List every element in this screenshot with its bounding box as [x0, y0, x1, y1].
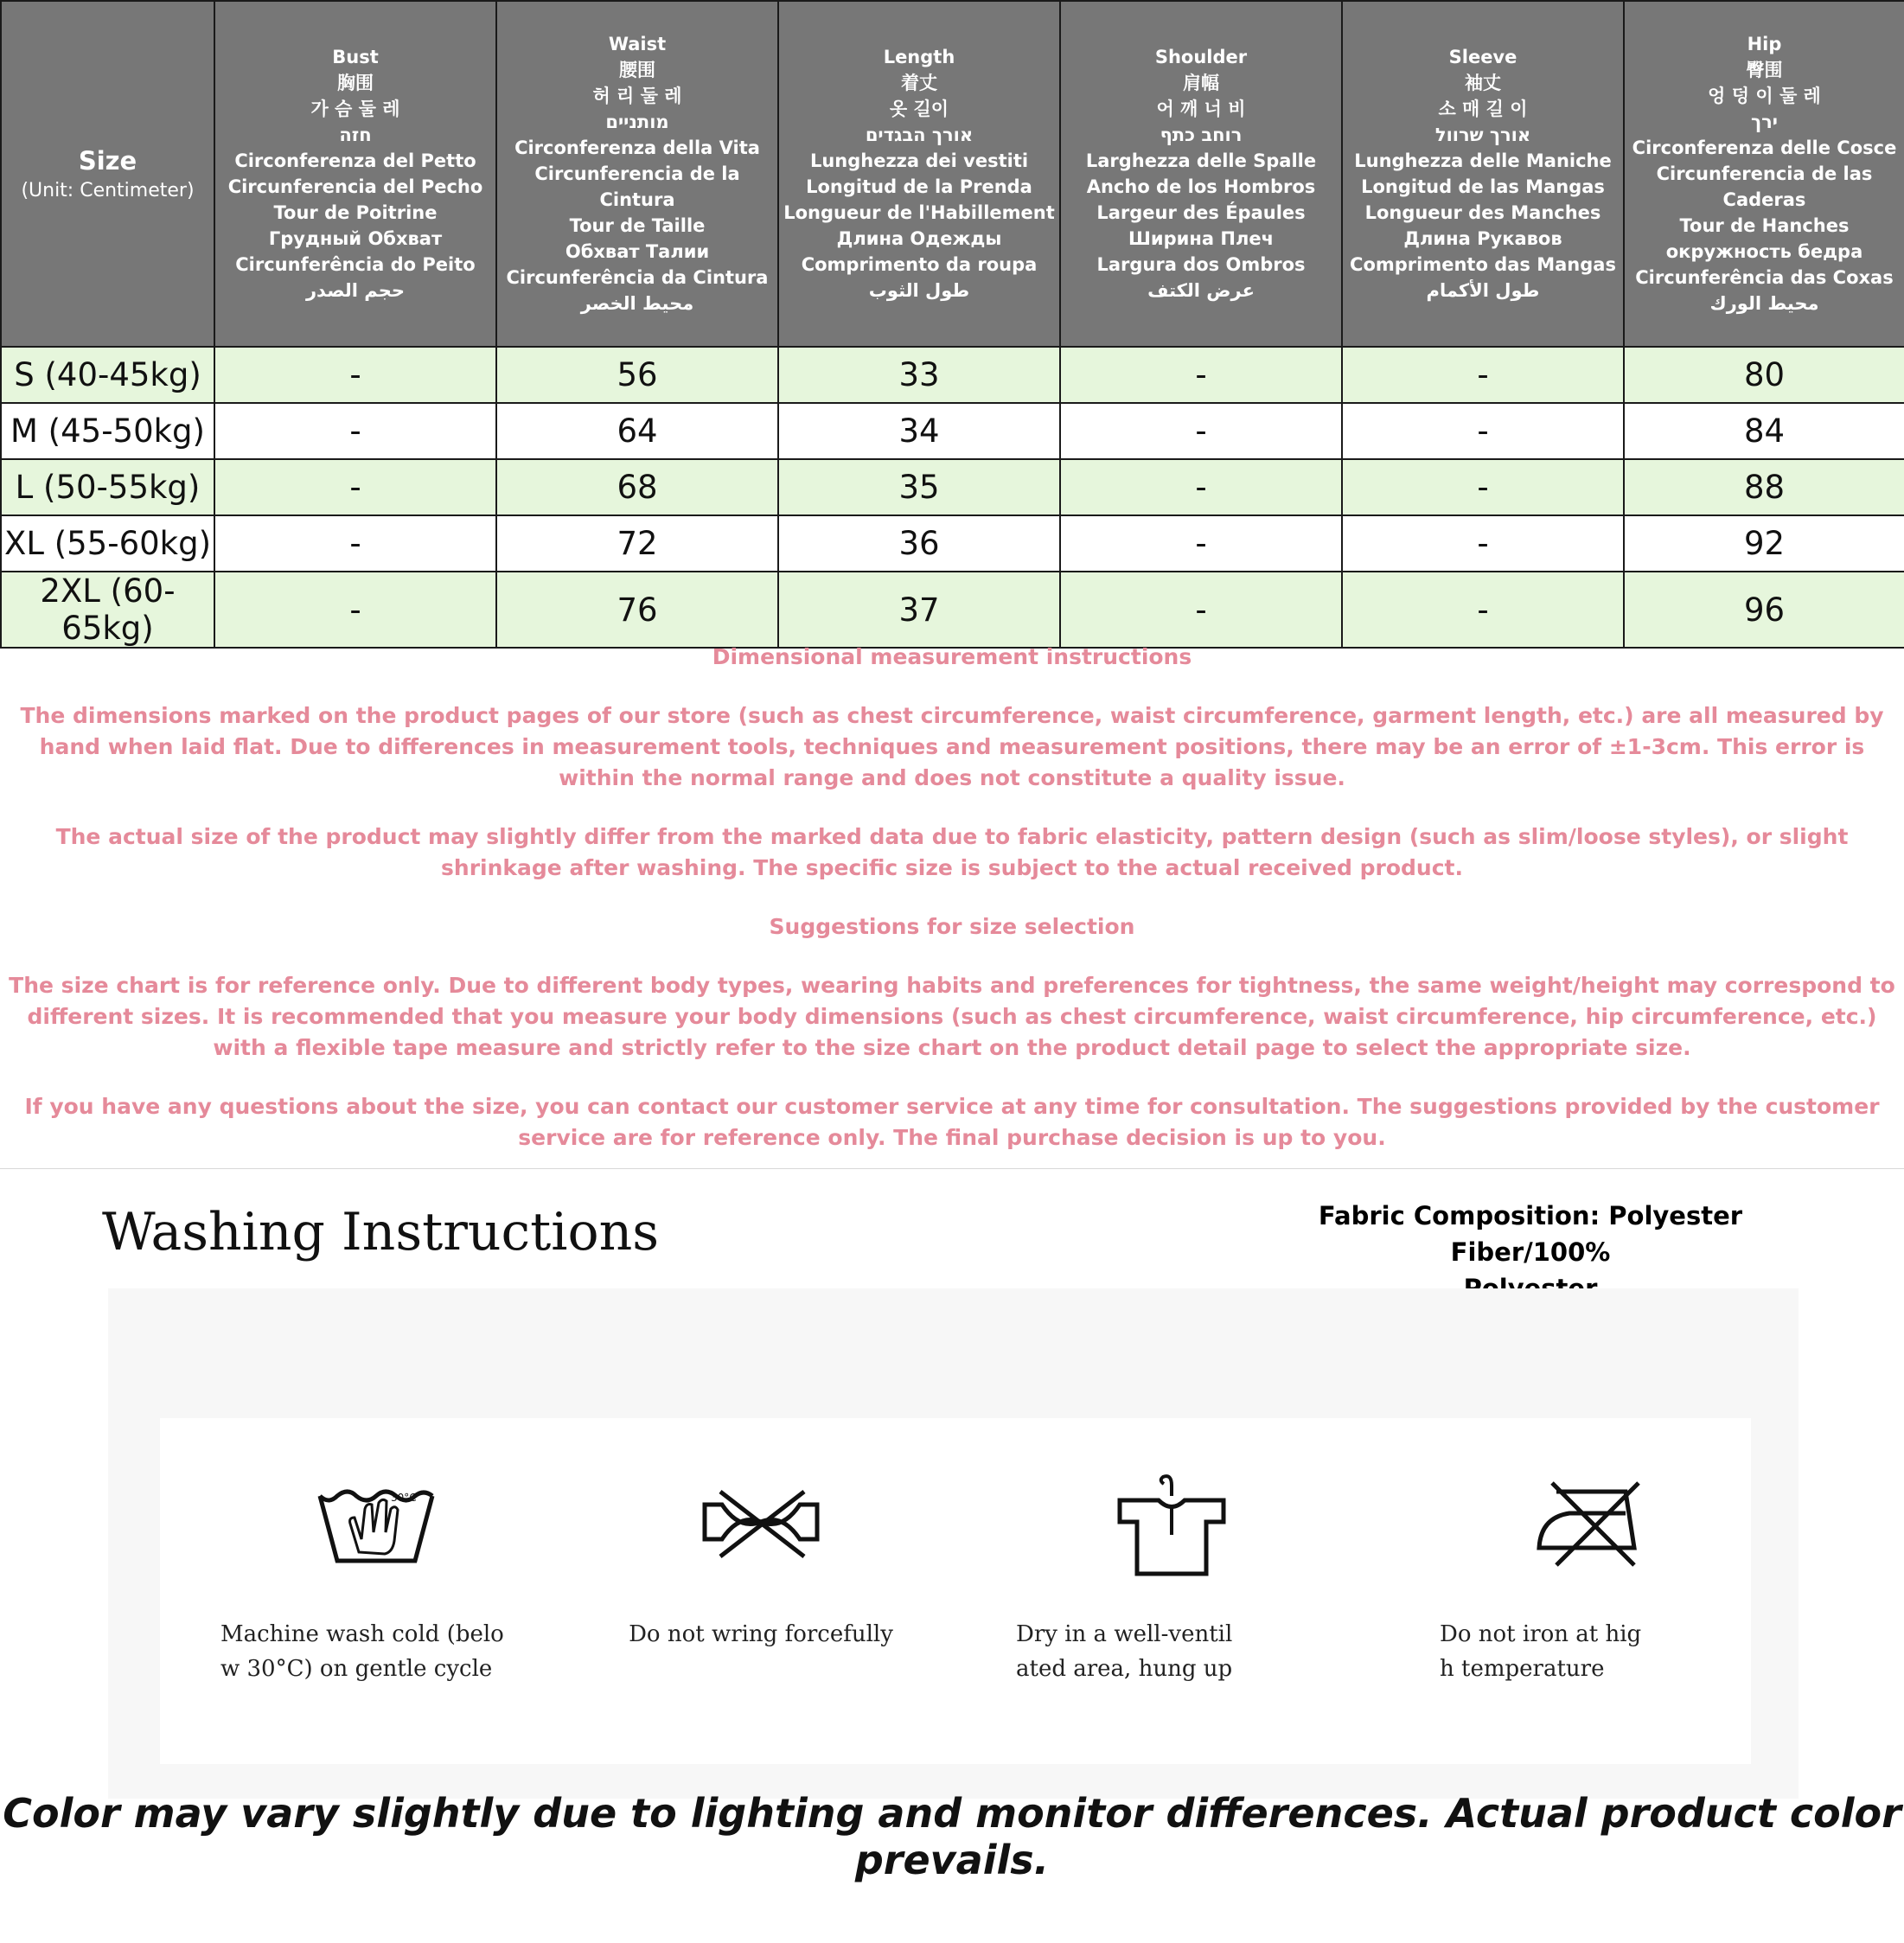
- column-header-line: Sleeve: [1448, 47, 1517, 67]
- column-header-line: (Unit: Centimeter): [21, 180, 195, 201]
- care-item-wash: [220, 1470, 532, 1686]
- column-header-line: Larghezza delle Spalle: [1085, 150, 1317, 171]
- selection-paragraph-2: If you have any questions about the size, you can contact our customer service at any time for consultation. The suggestions provided by the customer service are for reference only. The final purchase decision is up to you.: [24, 1094, 1880, 1150]
- column-header-1: [214, 1, 496, 347]
- column-header-3: [778, 1, 1060, 347]
- measurement-cell: 68: [496, 459, 778, 515]
- column-header-line: 옷 길이: [889, 99, 949, 119]
- column-header-line: חזה: [339, 125, 372, 145]
- care-label-dry-line-2: ated area, hung up: [1016, 1656, 1233, 1682]
- measurement-cell: -: [1060, 459, 1342, 515]
- measurement-cell: -: [214, 347, 496, 403]
- table-row: [1, 347, 1904, 403]
- measurement-cell: -: [1060, 572, 1342, 648]
- column-header-line: Bust: [332, 47, 379, 67]
- selection-heading: Suggestions for size selection: [769, 914, 1135, 939]
- column-header-line: ירך: [1751, 112, 1778, 132]
- column-header-line: Length: [883, 47, 955, 67]
- wash-temp-label: 30°C: [391, 1492, 417, 1504]
- care-label-dry-line-1: Dry in a well-ventil: [1016, 1621, 1233, 1647]
- color-disclaimer: Color may vary slightly due to lighting and monitor differences. Actual product color prevails.: [3, 1790, 1901, 1883]
- size-cell: M (45-50kg): [1, 403, 214, 459]
- washing-title: Washing Instructions: [102, 1202, 660, 1262]
- care-label-dry: [1016, 1617, 1327, 1686]
- care-item-dry: [1016, 1470, 1327, 1686]
- measurement-cell: -: [1342, 347, 1624, 403]
- size-cell: 2XL (60-65kg): [1, 572, 214, 648]
- measurement-cell: 33: [778, 347, 1060, 403]
- column-header-line: Circunferência do Peito: [235, 254, 476, 275]
- column-header-line: Circunferencia del Pecho: [227, 176, 483, 197]
- column-header-line: Longueur des Manches: [1364, 202, 1601, 223]
- table-row: [1, 403, 1904, 459]
- care-label-iron: [1440, 1617, 1751, 1686]
- column-header-line: 소 매 길 이: [1438, 99, 1528, 119]
- column-header-line: Comprimento da roupa: [801, 254, 1038, 275]
- column-header-line: אורך שרוול: [1434, 125, 1531, 145]
- column-header-line: Circunferencia de las Caderas: [1656, 163, 1873, 210]
- care-item-iron: [1440, 1470, 1751, 1686]
- column-header-line: 臀围: [1746, 60, 1783, 80]
- size-table-body: [1, 347, 1904, 648]
- column-header-line: محيط الورك: [1709, 293, 1819, 314]
- column-header-line: Ширина Плеч: [1128, 228, 1274, 249]
- column-header-line: Tour de Taille: [569, 215, 706, 236]
- column-header-line: Длина Рукавов: [1403, 228, 1562, 249]
- column-header-line: Longitud de las Mangas: [1361, 176, 1605, 197]
- column-header-line: 肩幅: [1183, 73, 1219, 93]
- measurement-notes: [0, 633, 1904, 1169]
- column-header-line: окружность бедра: [1665, 241, 1863, 262]
- size-cell: XL (55-60kg): [1, 515, 214, 572]
- measurement-cell: 34: [778, 403, 1060, 459]
- measurement-cell: -: [1060, 515, 1342, 572]
- column-header-line: طول الأكمام: [1426, 280, 1540, 301]
- column-header-line: Waist: [608, 34, 667, 54]
- care-label-wring-line-1: Do not wring forcefully: [629, 1621, 893, 1647]
- column-header-line: 袖丈: [1465, 73, 1501, 93]
- column-header-line: Hip: [1747, 34, 1782, 54]
- column-header-6: [1624, 1, 1904, 347]
- column-header-line: 어 깨 너 비: [1156, 99, 1246, 119]
- measurement-cell: -: [1342, 403, 1624, 459]
- column-header-line: Tour de Poitrine: [273, 202, 438, 223]
- table-row: [1, 459, 1904, 515]
- care-label-wring: [605, 1617, 917, 1652]
- column-header-line: حجم الصدر: [305, 280, 406, 301]
- column-header-line: Comprimento das Mangas: [1350, 254, 1616, 275]
- column-header-line: אורך הבגדים: [865, 125, 974, 145]
- care-label-wash-line-2: w 30°C) on gentle cycle: [220, 1656, 493, 1682]
- column-header-2: [496, 1, 778, 347]
- column-header-line: Грудный Обхват: [268, 228, 443, 249]
- measurement-cell: 96: [1624, 572, 1904, 648]
- column-header-line: 胸围: [337, 73, 374, 93]
- column-header-line: 가 슴 둘 레: [310, 99, 400, 119]
- measurement-cell: 56: [496, 347, 778, 403]
- measurement-cell: -: [214, 515, 496, 572]
- measurement-heading: Dimensional measurement instructions: [712, 644, 1192, 669]
- fabric-line-1: Fabric Composition: Polyester Fiber/100%: [1318, 1201, 1743, 1267]
- column-header-0: [1, 1, 214, 347]
- column-header-line: 허 리 둘 레: [592, 86, 682, 106]
- machine-wash-30-icon: [311, 1470, 441, 1574]
- measurement-cell: -: [214, 572, 496, 648]
- measurement-cell: 72: [496, 515, 778, 572]
- care-label-wash-line-1: Machine wash cold (belo: [220, 1621, 504, 1647]
- measurement-cell: 76: [496, 572, 778, 648]
- column-header-line: Обхват Талии: [565, 241, 710, 262]
- column-header-line: Tour de Hanches: [1679, 215, 1850, 236]
- column-header-line: Longitud de la Prenda: [806, 176, 1032, 197]
- measurement-cell: 36: [778, 515, 1060, 572]
- measurement-paragraph-1: The dimensions marked on the product pages of our store (such as chest circumference, waist circumference, garment length, etc.) are all measured by hand when laid flat. Due to differences in measurement tools, techniques and measurement positions, there may be an error of ±1-3cm. This error is within the normal range and does not constitute a quality issue.: [20, 703, 1884, 790]
- column-header-line: מותניים: [605, 112, 669, 132]
- column-header-line: Ancho de los Hombros: [1086, 176, 1316, 197]
- column-header-line: Shoulder: [1154, 47, 1248, 67]
- measurement-cell: 92: [1624, 515, 1904, 572]
- size-cell: S (40-45kg): [1, 347, 214, 403]
- measurement-cell: -: [1060, 403, 1342, 459]
- measurement-cell: -: [214, 403, 496, 459]
- column-header-line: طول الثوب: [868, 280, 970, 301]
- column-header-line: רוחב כתף: [1160, 125, 1243, 145]
- column-header-line: Circonferenza del Petto: [234, 150, 476, 171]
- measurement-cell: 35: [778, 459, 1060, 515]
- column-header-line: Largura dos Ombros: [1096, 254, 1306, 275]
- column-header-line: Size: [78, 146, 137, 176]
- care-label-iron-line-1: Do not iron at hig: [1440, 1621, 1642, 1647]
- hang-dry-icon: [1107, 1470, 1236, 1582]
- column-header-line: 엉 덩 이 둘 레: [1708, 86, 1821, 106]
- measurement-cell: 88: [1624, 459, 1904, 515]
- column-header-line: Circonferenza della Vita: [514, 137, 760, 158]
- measurement-cell: 64: [496, 403, 778, 459]
- column-header-line: Circonferenza delle Cosce: [1632, 137, 1897, 158]
- selection-paragraph-1: The size chart is for reference only. Due to different body types, wearing habits and preferences for tightness, the same weight/height may correspond to different sizes. It is recommended that you measure your body dimensions (such as chest circumference, waist circumference, hip circumference, etc.) with a flexible tape measure and strictly refer to the size chart on the product detail page to select the appropriate size.: [9, 973, 1895, 1060]
- measurement-cell: -: [214, 459, 496, 515]
- column-header-line: 腰围: [619, 60, 655, 80]
- column-header-line: Circunferência das Coxas: [1635, 267, 1894, 288]
- column-header-line: Lunghezza delle Maniche: [1354, 150, 1612, 171]
- measurement-cell: -: [1060, 347, 1342, 403]
- column-header-line: Длина Одежды: [836, 228, 1002, 249]
- measurement-cell: 80: [1624, 347, 1904, 403]
- measurement-cell: -: [1342, 572, 1624, 648]
- care-item-wring: [605, 1470, 917, 1652]
- column-header-line: محيط الخصر: [580, 293, 694, 314]
- column-header-5: [1342, 1, 1624, 347]
- size-table: [0, 0, 1904, 649]
- column-header-line: Circunferencia de la Cintura: [534, 163, 740, 210]
- column-header-line: Longueur de l'Habillement: [783, 202, 1055, 223]
- care-label-iron-line-2: h temperature: [1440, 1656, 1605, 1682]
- table-row: [1, 515, 1904, 572]
- measurement-cell: -: [1342, 515, 1624, 572]
- column-header-line: Largeur des Épaules: [1096, 202, 1306, 223]
- measurement-cell: 84: [1624, 403, 1904, 459]
- size-table-header: [1, 1, 1904, 347]
- measurement-paragraph-2: The actual size of the product may slightly differ from the marked data due to fabric elasticity, pattern design (such as slim/loose styles), or slight shrinkage after washing. The specific size is subject to the actual received product.: [55, 824, 1849, 880]
- do-not-iron-icon: [1530, 1470, 1660, 1574]
- care-label-wash: [220, 1617, 532, 1686]
- column-header-line: عرض الكتف: [1147, 280, 1255, 301]
- column-header-line: Circunferência da Cintura: [506, 267, 769, 288]
- measurement-cell: -: [1342, 459, 1624, 515]
- size-cell: L (50-55kg): [1, 459, 214, 515]
- column-header-line: 着丈: [901, 73, 937, 93]
- column-header-4: [1060, 1, 1342, 347]
- do-not-wring-icon: [696, 1470, 826, 1574]
- column-header-line: Lunghezza dei vestiti: [809, 150, 1029, 171]
- measurement-cell: 37: [778, 572, 1060, 648]
